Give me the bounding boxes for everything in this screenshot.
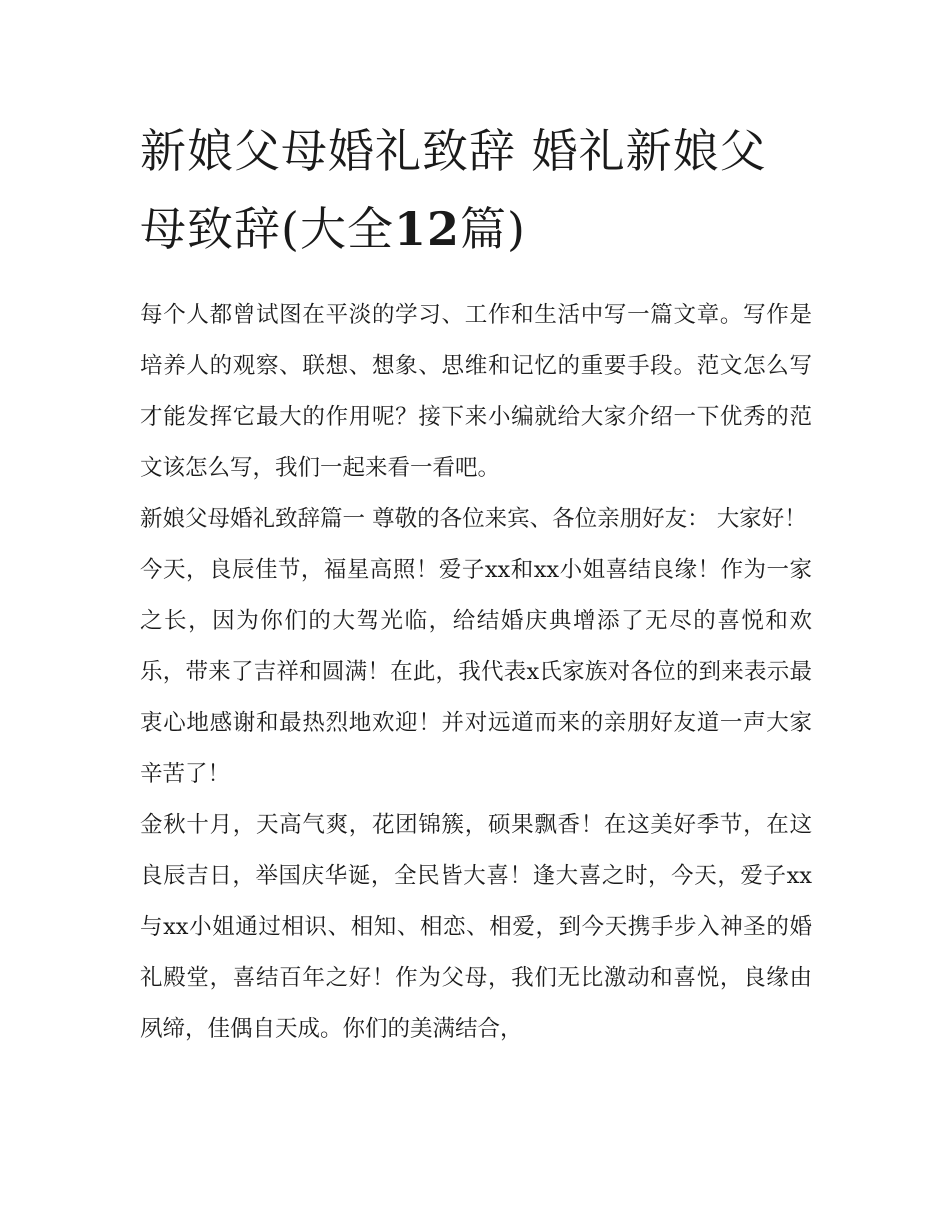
document-page xyxy=(140,112,812,1055)
title-text: 新娘父母婚礼致辞 婚礼新娘父母致辞(大全 xyxy=(140,124,767,256)
paragraph-greeting: 新娘父母婚礼致辞篇一 尊敬的各位来宾、各位亲朋好友： 大家好！ xyxy=(140,506,807,532)
paragraph-intro: 每个人都曾试图在平淡的学习、工作和生活中写一篇文章。写作是培养人的观察、联想、想象、思维和记忆的重要手段。范文怎么写才能发挥它最大的作用呢？接下来小编就给大家介绍一下优秀的范文该怎么写，我们一起来看一看吧。 xyxy=(140,302,812,481)
paragraph-celebration: 金秋十月，天高气爽，花团锦簇，硕果飘香！在这美好季节，在这良辰吉日，举国庆华诞，全民皆大喜！逢大喜之时，今天，爱子xx与xx小姐通过相识、相知、相恋、相爱，到今天携手步入神圣的婚礼殿堂，喜结百年之好！作为父母，我们无比激动和喜悦，良缘由夙缔，佳偶自天成。你们的美满结合， xyxy=(140,812,812,1042)
title-number: 12 xyxy=(393,202,460,256)
paragraph-welcome: 今天，良辰佳节，福星高照！爱子xx和xx小姐喜结良缘！作为一家之长，因为你们的大驾光临，给结婚庆典增添了无尽的喜悦和欢乐，带来了吉祥和圆满！在此，我代表x氏家族对各位的到来表示最衷心地感谢和最热烈地欢迎！并对远道而来的亲朋好友道一声大家辛苦了！ xyxy=(140,557,812,787)
document-body xyxy=(140,290,812,1055)
title-text-end: 篇) xyxy=(459,202,526,256)
document-title xyxy=(140,112,812,268)
